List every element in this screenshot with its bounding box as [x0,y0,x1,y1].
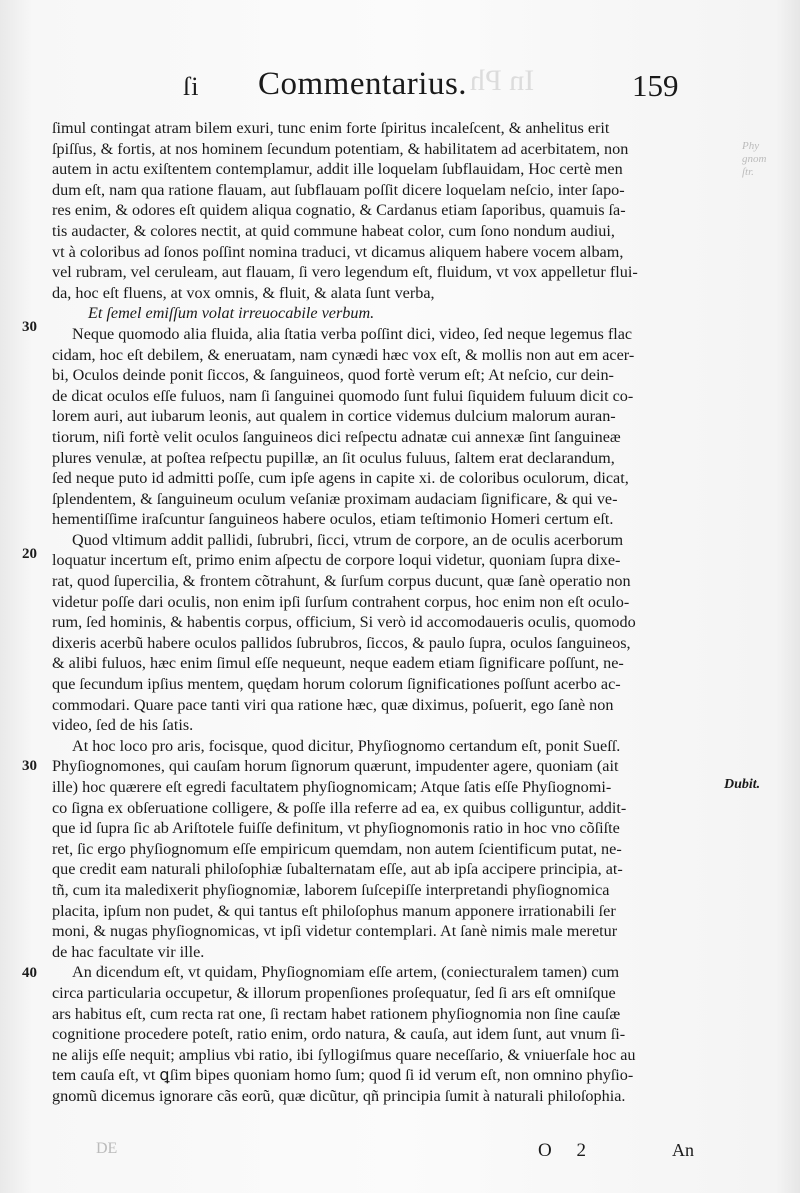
text-line: ſed neque puto id admitti poſſe, cum ipſe agens in capite xi. de coloribus oculorum, dicat, [52,469,629,488]
header-ornament: ſi [183,72,200,101]
text-line: res enim, & odores eſt quidem aliqua cognatio, & Cardanus etiam ſaporibus, quamuis ſa- [52,201,626,220]
text-line: videtur poſſe dari oculis, non enim ipſi ſurſum contrahent corpus, hoc enim non eſt oculo- [52,592,630,611]
text-line: ret, ſic ergo phyſiognomum eſſe empiricum quemdam, non autem ſcientificum putat, ne- [52,839,622,858]
text-line: tiorum, niſi fortè velit oculos ſanguineos dici reſpectu adnatæ cui annexæ ſint ſanguineæ [52,427,621,446]
signature-mark: O 2 [538,1140,596,1161]
text-line: dixeris acerbũ habere oculos pallidos ſubrubros, ſiccos, & paulo ſupra, oculos ſanguineos, [52,633,631,652]
text-line: lorem auri, aut iubarum leonis, aut qualem in cortice videmus dulcium malorum auran- [52,407,616,426]
text-line: que id ſupra ſic ab Ariſtotele fuiſſe definitum, vt phyſiognomonis ratio in hoc vno cõſiſte [52,819,620,838]
text-line: rum, ſed hominis, & habentis corpus, officium, Si verò id accomodaueris oculis, quomodo [52,613,636,632]
text-line: ſimul contingat atram bilem exuri, tunc enim forte ſpiritus incaleſcent, & anhelitus erit [52,119,610,137]
line-number-20: 20 [22,546,37,562]
text-line: moni, & nugas phyſiognomicas, vt ipſi videtur contemplari. At ſanè nimis male meretur [52,922,618,941]
text-line: da, hoc eſt fluens, at vox omnis, & fluit, & alata ſunt verba, [52,283,435,302]
text-line: Neque quomodo alia fluida, alia ſtatia verba poſſint dici, video, ſed neque legemus flac [72,324,633,343]
text-line: An dicendum eſt, vt quidam, Phyſiognomiam eſſe artem, (coniecturalem tamen) cum [72,963,620,982]
page-number: 159 [632,68,679,103]
running-title: Commentarius. [258,66,468,102]
text-line: ille) hoc quærere eſt egredi facultatem phyſiognomicam; Atque ſatis eſſe Phyſiognomi- [52,778,612,796]
line-number-30: 30 [22,319,37,335]
text-line: tis audacter, & colores nectit, at quid commune habeat color, cum ſono nondum audiui, [52,221,615,240]
text-line: rat, quod ſupercilia, & frontem cõtrahunt, & ſurſum corpus ducunt, quæ ſanè operatio non [52,572,631,591]
text-line: Phyſiognomones, qui cauſam horum ſignorum quærunt, impudenter agere, quoniam (ait [52,757,619,776]
text-line: vt à coloribus ad ſonos poſſint nomina traduci, vt dicamus aliquem habere vocem albam, [52,242,624,261]
text-line: de hac facultate vir ille. [52,942,205,961]
body-text [52,118,720,1107]
text-line: gnomũ dicemus ignorare cãs eorũ, quæ dicũtur, qñ principia ſumit à naturali philoſophia. [52,1086,626,1105]
verse-quote: Et ſemel emiſſum volat irreuocabile verbum. [88,304,375,323]
line-number-40: 40 [22,965,37,981]
text-line: hementiſſime iraſcuntur ſanguineos habere oculos, etiam teſtimonio Homeri certum eſt. [52,510,614,529]
bleed-through-text: In Ph [470,64,535,97]
catchword: An [672,1140,694,1160]
text-line: vel rubram, vel ceruleam, aut flauam, ſi vero legendum eſt, fluidum, vt vox appelletur flui- [52,263,638,282]
marginal-note: Dubit. [724,777,761,792]
text-line: tñ, cum ita maledixerit phyſiognomiæ, laborem ſuſcepiſſe interpretandi phyſiognomica [52,880,610,899]
text-line: co ſigna ex obſeruatione colligere, & poſſe illa referre ad ea, ex quibus colliguntur, addit- [52,798,627,817]
text-line: dum eſt, nam qua ratione flauam, aut ſubflauam poſſit dicere loquelam neſcio, inter ſapo- [52,180,625,199]
text-line: que ſecundum ipſius mentem, quędam horum colorum ſignificationes poſſunt acerbo ac- [52,675,621,694]
bleed-footer-text: DE [96,1140,118,1157]
text-line: bi, Oculos deinde ponit ſiccos, & ſanguineos, quod fortè verum eſt; At neſcio, cur dein- [52,366,614,385]
text-line: ars habitus eſt, cum recta rat one, ſi rectam habet rationem phyſiognomia non ſine cauſæ [52,1004,621,1023]
bleed-margin-note: Phy gnom ſtr. [742,140,767,178]
text-line: cognitione procedere poteſt, ratio enim, ordo natura, & cauſa, aut idem ſunt, aut vnum ſi- [52,1025,626,1044]
text-line: de dicat oculos eſſe fuluos, nam ſi ſanguinei quomodo ſunt fului ſiquidem fuluum dicit co- [52,386,634,405]
text-line: ſpiſſus, & fortis, at nos hominem ſecundum potentiam, & habilitatem ad acerbitatem, non [52,139,629,158]
text-line: placita, ipſum non pudet, & qui tantus eſt philoſophus manum apponere irrationabili ſer [52,901,616,920]
text-line: circa particularia occupetur, & illorum propenſiones proſequatur, ſed ſi ars eſt omniſque [52,983,616,1002]
text-line: ſplendentem, & ſanguineum oculum veſaniæ proximam audaciam ſignificare, & qui ve- [52,489,618,508]
text-line: autem in actu exiſtentem contemplamur, addit ille loquelam ſubflauidam, Hoc certè men [52,160,623,179]
text-line: que credit eam naturali philoſophiæ ſubalternatam eſſe, aut ab ipſa accipere principia, at- [52,860,623,879]
text-line: Quod vltimum addit pallidi, ſubrubri, ſicci, vtrum de corpore, an de oculis acerborum [72,530,624,549]
text-line: cidam, hoc eſt debilem, & eneruatam, nam cynædi hæc vox eſt, & mollis non aut em acer- [52,345,635,364]
line-number-30b: 30 [22,758,37,774]
text-line: commodari. Quare pace tanti viri qua ratione hæc, quæ diximus, poſuerit, ego ſanè non [52,695,614,714]
text-line: video, ſed de his ſatis. [52,716,194,735]
text-line: loquatur incertum eſt, primo enim aſpectu de corpore loqui videtur, quoniam ſupra dixe- [52,551,621,570]
text-line: ne alijs eſſe nequit; amplius vbi ratio, ibi ſyllogiſmus quare neceſſario, & vniuerſale hoc au [52,1045,636,1064]
text-line: plures venulæ, at poſtea reſpectu pupillæ, an ſit oculus fuluus, ſaltem erat declarandum, [52,448,615,467]
text-line: At hoc loco pro aris, focisque, quod dicitur, Phyſiognomo certandum eſt, ponit Sueſſ. [72,736,621,755]
text-line: & alibi fuluos, hæc enim ſimul eſſe nequeunt, neque eadem etiam ſignificare poſſunt, ne- [52,654,624,673]
text-line: tem cauſa eſt, vt ꝗſim bipes quoniam homo ſum; quod ſi id verum eſt, non omnino phyſio- [52,1066,634,1085]
